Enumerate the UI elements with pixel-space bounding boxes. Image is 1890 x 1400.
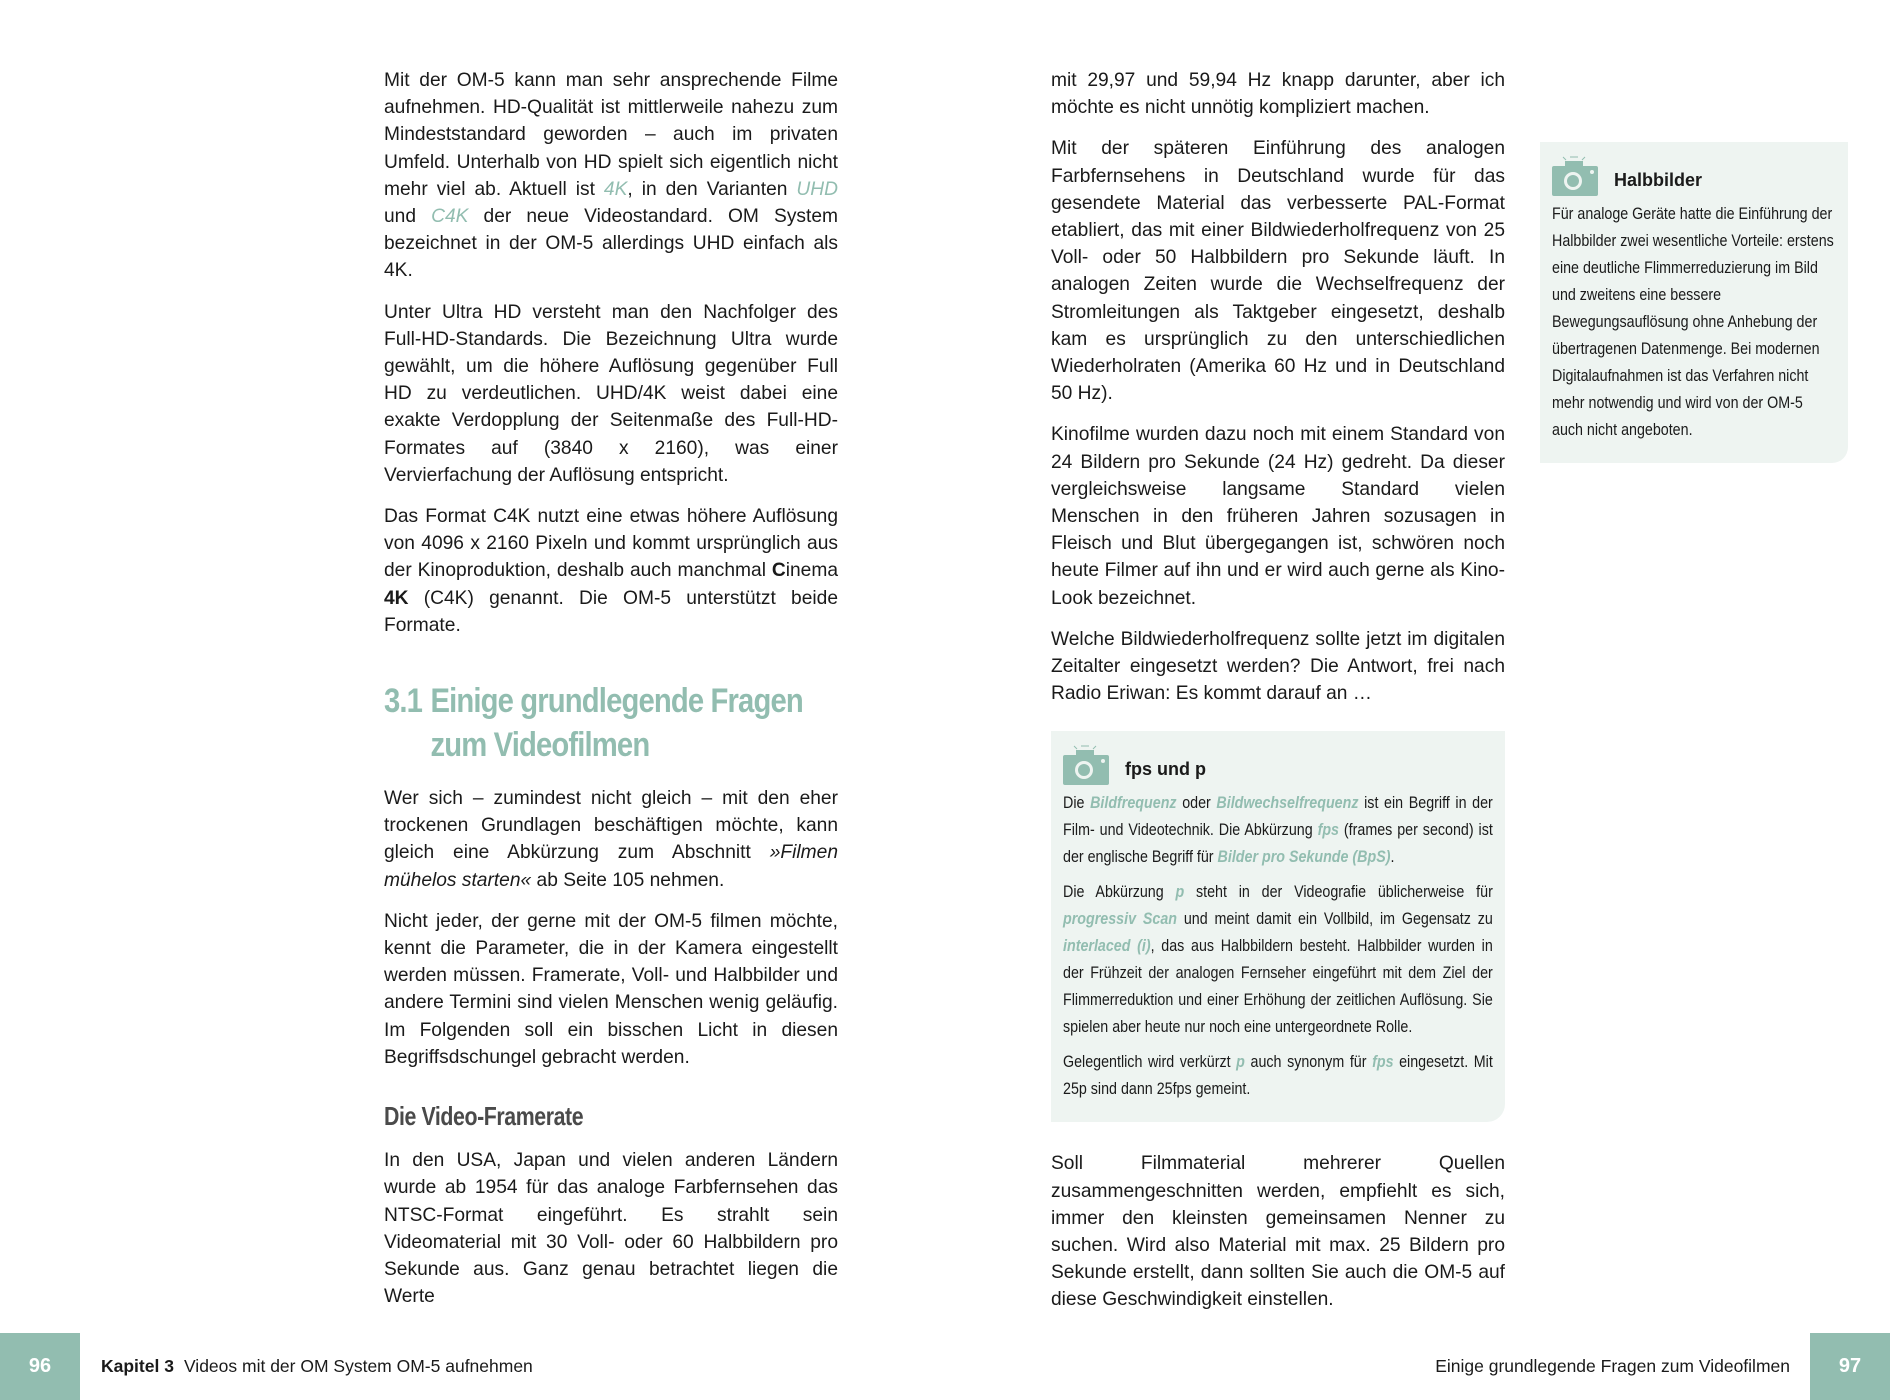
text: (frames per second) ist der englische Begriff für [1063, 820, 1493, 867]
cross-reference-link: »Filmen mühelos starten« [384, 842, 838, 891]
info-box-fps [1051, 731, 1505, 1122]
subheading-video-framerate: Die Video-Framerate [384, 1101, 584, 1132]
info-box-title: fps und p [1125, 759, 1206, 780]
text: Die [1063, 793, 1091, 813]
camera-icon [1552, 156, 1598, 196]
term: Bildwechselfrequenz [1216, 793, 1359, 813]
text: und [384, 206, 432, 228]
term: fps [1372, 1052, 1394, 1072]
section-title: Einige grundlegende Fragen zum Videofilmen [430, 682, 803, 765]
chapter-label: Kapitel 3 [101, 1356, 174, 1376]
text: steht in der Videografie üblicherweise für [1184, 882, 1493, 902]
running-footer-right: Einige grundlegende Fragen zum Videofilmen [1435, 1356, 1790, 1376]
page-number-right: 97 [1810, 1333, 1890, 1400]
text: ab Seite 105 nehmen. [531, 869, 725, 891]
term: Bilder pro Sekunde (BpS) [1217, 847, 1391, 867]
term: Bildfrequenz [1090, 793, 1177, 813]
text: Die Abkürzung [1063, 882, 1176, 902]
info-box-header [1063, 745, 1493, 785]
info-box-body [1552, 200, 1836, 443]
term: progressiv Scan [1063, 909, 1177, 929]
info-box-halbbilder [1540, 142, 1848, 463]
paragraph-pal: Mit der späteren Einführung des analogen Farbfernsehens in Deutschland wurde für das gesendete Material das verbesserte PAL-Format etabliert, das mit einer Bildwiederholfrequenz von 25 Voll- oder 50 Halbbildern pro Sekunde läuft. In analogen Zeiten wurde die Wechselfrequenz der Stromleitungen als Taktgeber eingesetzt, deshalb kam es ursprünglich zu den unterschiedlichen Wiederholraten (Amerika 60 Hz und in Deutschland 50 Hz). [1051, 138, 1505, 405]
paragraph-recommendation: Soll Filmmaterial mehrerer Quellen zusammengeschnitten werden, empfiehlt es sich, immer den kleinsten gemeinsamen Nenner zu suchen. Wird also Material mit max. 25 Bildern pro Sekunde erstellt, dann sollten Sie auch die OM-5 auf diese Geschwindigkeit einstellen. [1051, 1153, 1505, 1311]
paragraph-ntsc: In den USA, Japan und vielen anderen Ländern wurde ab 1954 für das analoge Farbfernsehen das NTSC-Format eingeführt. Es strahlt sein Videomaterial mit 30 Voll- oder 60 Halbbildern pro Sekunde aus. Ganz genau betrachtet liegen die Werte [384, 1150, 838, 1308]
paragraph-question: Welche Bildwiederholfrequenz sollte jetzt im digitalen Zeitalter eingesetzt werden? Die Antwort, frei nach Radio Eriwan: Es kommt darauf an … [1051, 628, 1505, 705]
text: , das aus Halbbildern besteht. Halbbilder wurden in der Frühzeit der analogen Fernseher eingeführt mit dem Ziel der Flimmerreduktion und einer Erhöhung der zeitlichen Auflösung. Sie spielen aber heute nur noch eine untergeordnete Rolle. [1063, 936, 1493, 1037]
info-paragraph [1063, 1048, 1493, 1102]
term-4k: 4K [603, 178, 628, 200]
text: Gelegentlich wird verkürzt [1063, 1052, 1237, 1072]
text: Mit der OM-5 kann man sehr ansprechende Filme aufnehmen. HD-Qualität ist mittlerweile nahezu zum Mindeststandard geworden – auch im privaten Umfeld. Unterhalb von HD spielt sich eigentlich nicht mehr viel ab. Aktuell ist [384, 70, 838, 200]
paragraph-intro [384, 67, 838, 285]
paragraph-ultra-hd: Unter Ultra HD versteht man den Nachfolger des Full-HD-Standards. Die Bezeichnung Ultra wurde gewählt, um die höhere Auflösung gegenüber Full HD zu verdeutlichen. UHD/4K weist dabei eine exakte Verdopplung der Seitenmaße des Full-HD-Formates auf (3840 x 2160), was einer Vervierfachung der Auflösung entspricht. [384, 301, 838, 486]
running-footer-left [101, 1356, 533, 1377]
info-paragraph [1063, 878, 1493, 1040]
text: ist ein Begriff in der Film- und Videotechnik. Die Abkürzung [1063, 793, 1493, 840]
text: und meint damit ein Vollbild, im Gegensatz zu [1176, 909, 1493, 929]
camera-icon [1063, 745, 1109, 785]
term: p [1236, 1052, 1245, 1072]
text: der neue Videostandard. OM System bezeichnet in der OM-5 allerdings UHD einfach als 4K. [384, 206, 838, 282]
paragraph-cinema: Kinofilme wurden dazu noch mit einem Standard von 24 Bildern pro Sekunde (24 Hz) gedreht. Da dieser vergleichsweise langsame Standard vielen Menschen in den früheren Jahren sozusagen in Fleisch und Blut übergegangen ist, schwören noch heute Filmer auf ihn und er wird auch gerne als Kino-Look bezeichnet. [1051, 424, 1505, 609]
term: interlaced (i) [1063, 936, 1151, 956]
right-page-column [1051, 67, 1505, 1328]
bold-text: 4K [384, 587, 409, 609]
paragraph-c4k [384, 503, 838, 639]
info-box-header [1552, 156, 1836, 196]
bold-text: C [771, 560, 786, 582]
info-box-body [1063, 789, 1493, 1102]
info-paragraph [1063, 789, 1493, 870]
text: oder [1176, 793, 1217, 813]
paragraph-shortcut [384, 785, 838, 894]
page-number-left: 96 [0, 1333, 80, 1400]
text: Das Format C4K nutzt eine etwas höhere Auflösung von 4096 x 2160 Pixeln und kommt ursprünglich aus der Kinoproduktion, deshalb auch manchmal [384, 506, 838, 582]
term: p [1175, 882, 1185, 902]
section-heading [384, 679, 831, 767]
term-c4k: C4K [431, 206, 469, 228]
term-uhd: UHD [796, 178, 838, 200]
text: auch synonym für [1244, 1052, 1373, 1072]
text: , in den Varianten [627, 178, 797, 200]
section-number: 3.1 [384, 682, 423, 721]
left-page-column [384, 67, 838, 1324]
text: eingesetzt. Mit 25p sind dann 25fps gemeint. [1063, 1052, 1493, 1099]
text: (C4K) genannt. Die OM-5 unterstützt beide Formate. [384, 587, 838, 636]
term: fps [1317, 820, 1339, 840]
info-paragraph: Für analoge Geräte hatte die Einführung der Halbbilder zwei wesentliche Vorteile: erstens eine deutliche Flimmerreduzierung im Bild und zweitens eine bessere Bewegungsauflösung ohne Anhebung der übertragenen Datenmenge. Bei modernen Digitalaufnahmen ist das Verfahren nicht mehr notwendig und wird von der OM-5 auch nicht angeboten. [1552, 204, 1834, 439]
paragraph-parameters: Nicht jeder, der gerne mit der OM-5 filmen möchte, kennt die Parameter, die in der Kamera eingestellt werden müssen. Framerate, Voll- und Halbbilder und andere Termini sind vielen Menschen wenig geläufig. Im Folgenden soll ein bisschen Licht in diesen Begriffsdschungel gebracht werden. [384, 910, 838, 1068]
text: inema [785, 560, 838, 582]
text: . [1390, 847, 1395, 867]
paragraph-ntsc-continued: mit 29,97 und 59,94 Hz knapp darunter, aber ich möchte es nicht unnötig kompliziert machen. [1051, 70, 1505, 119]
text: Wer sich – zumindest nicht gleich – mit den eher trockenen Grundlagen beschäftigen möchte, kann gleich eine Abkürzung zum Abschnitt [384, 788, 838, 864]
chapter-title: Videos mit der OM System OM-5 aufnehmen [183, 1356, 533, 1376]
info-box-title: Halbbilder [1614, 170, 1703, 190]
